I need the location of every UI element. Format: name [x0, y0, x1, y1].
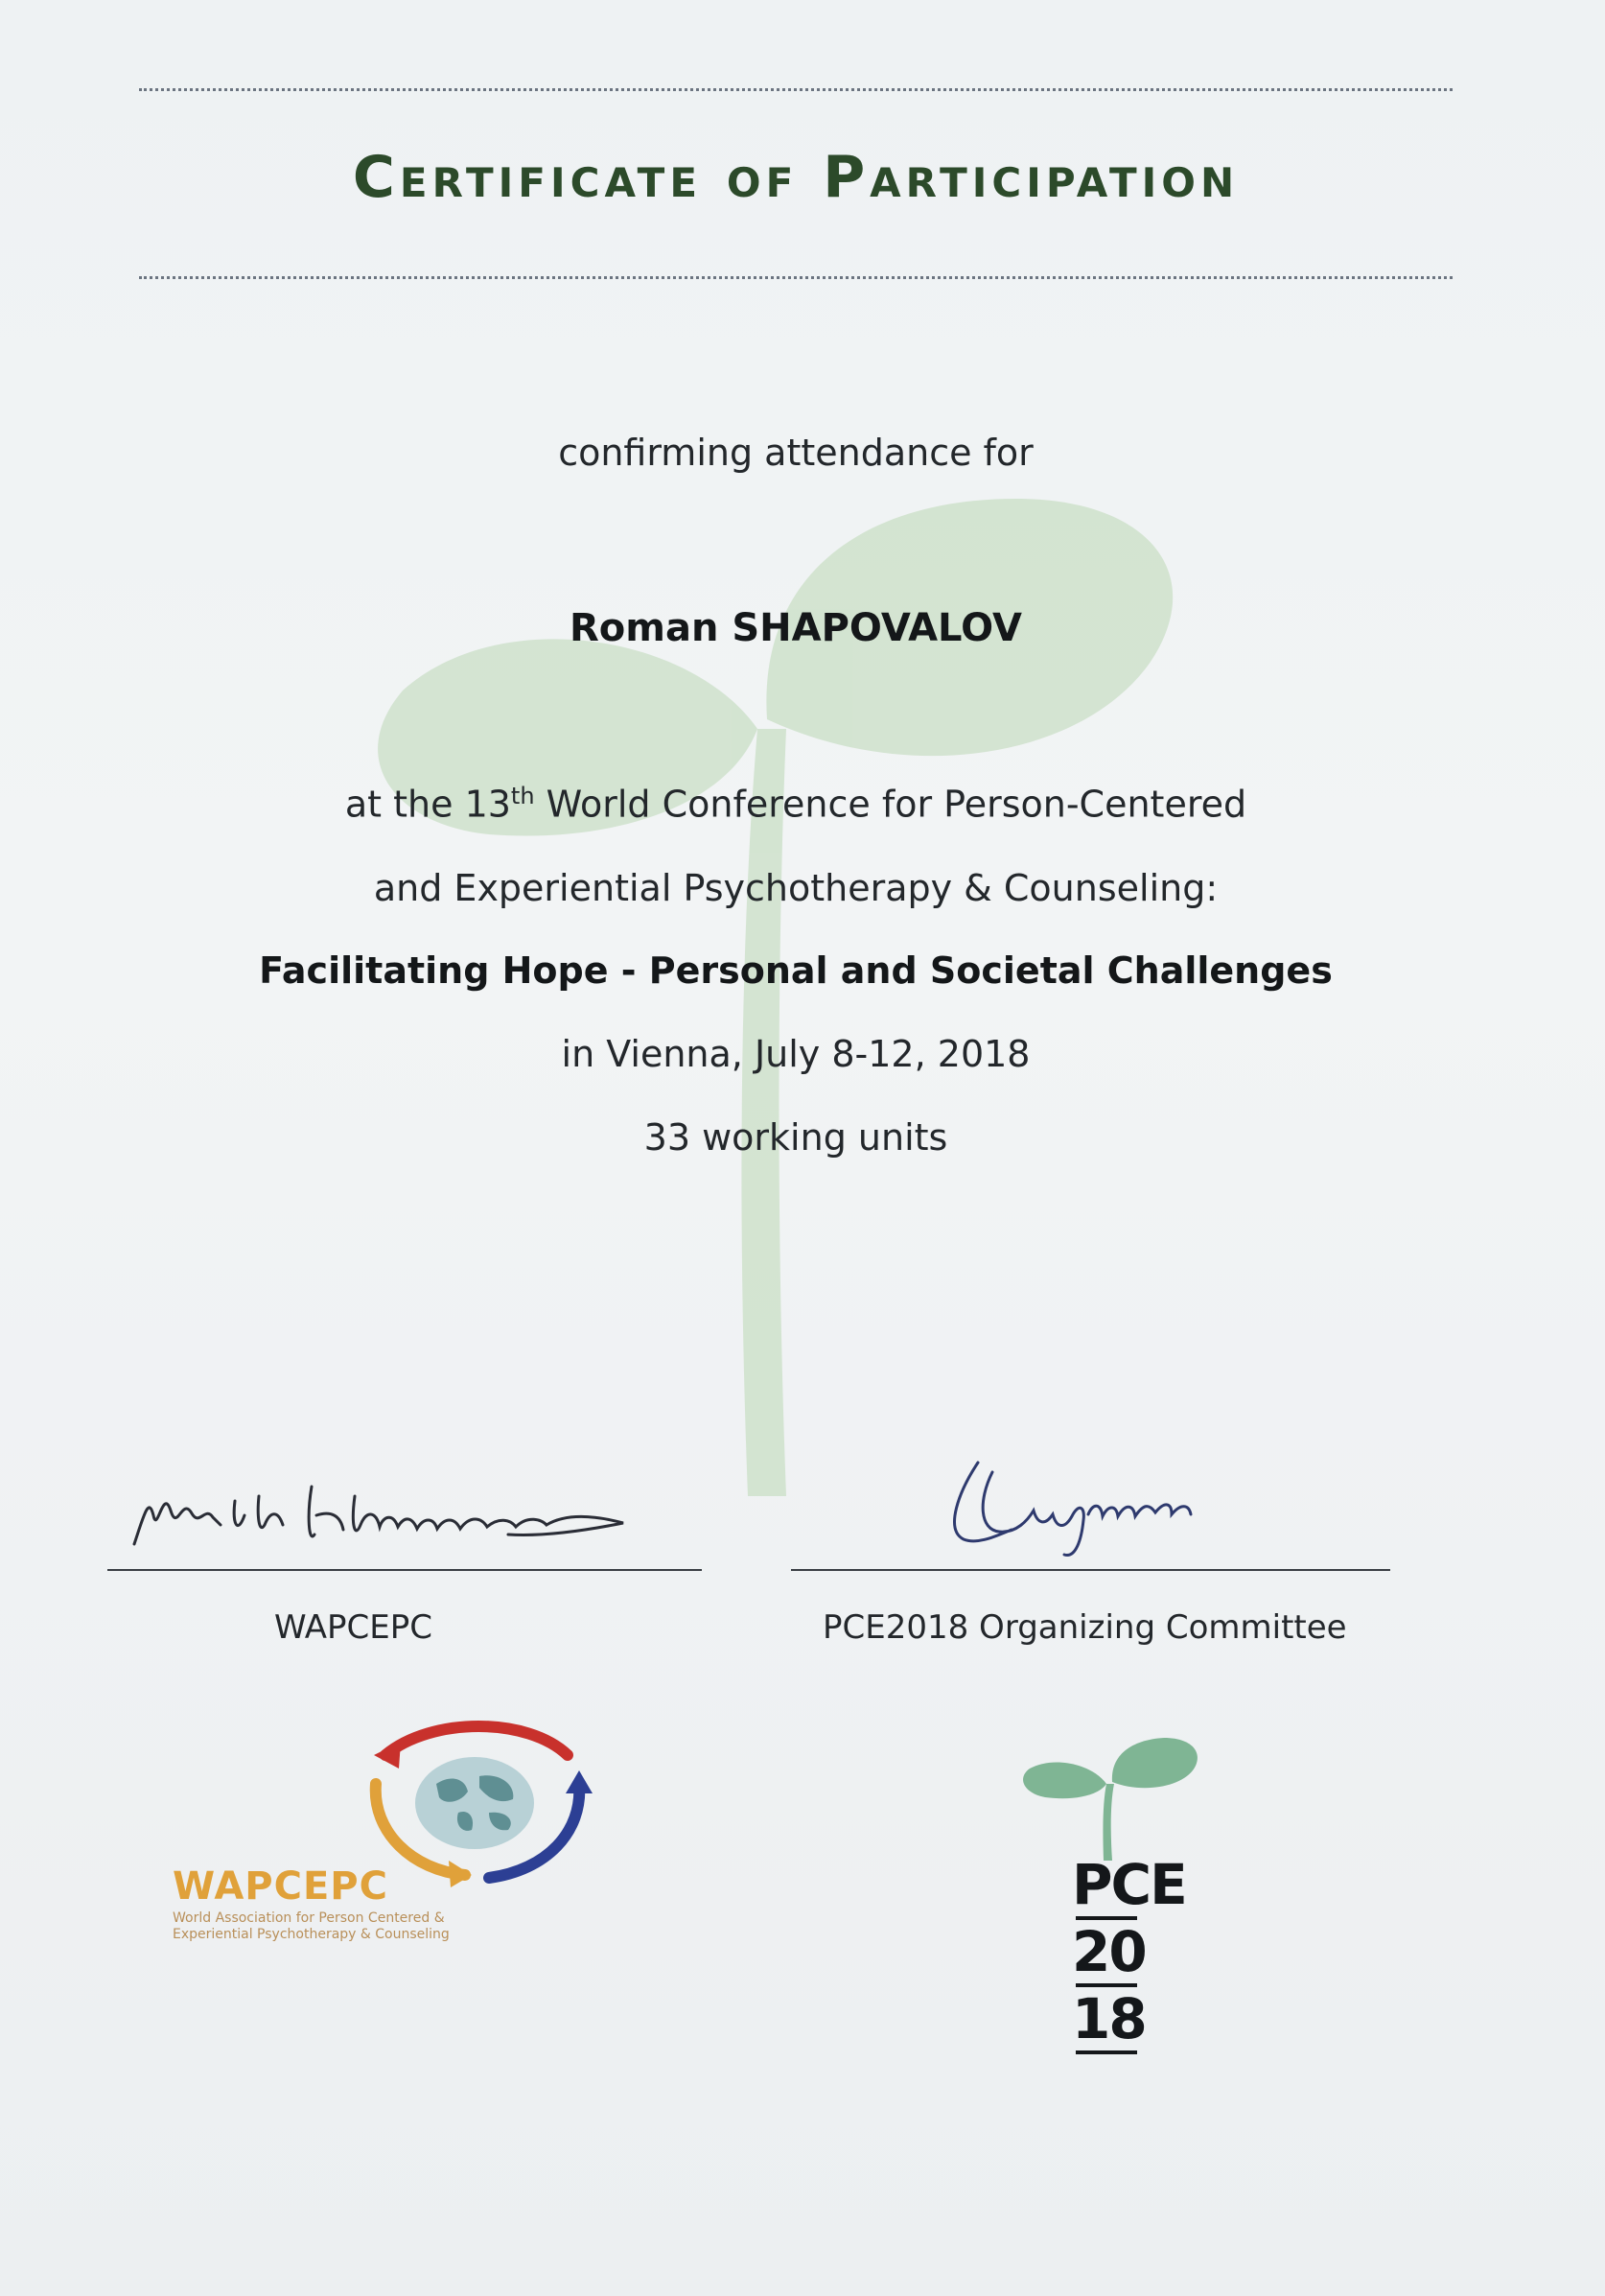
conference-line-1	[0, 783, 1592, 826]
left-signature-label: WAPCEPC	[274, 1608, 432, 1647]
location-date: in Vienna, July 8-12, 2018	[561, 1033, 1031, 1075]
right-signature-label: PCE2018 Organizing Committee	[823, 1608, 1347, 1647]
ordinal-suffix: th	[510, 783, 535, 809]
wapcepc-logo-name: WAPCEPC	[173, 1864, 388, 1909]
certificate-title: Certificate of Participation	[352, 144, 1240, 211]
pce-logo-line-1: PCE	[1072, 1852, 1186, 1917]
pce2018-sprout-icon	[1007, 1726, 1218, 1861]
wapcepc-subtitle-line-1: World Association for Person Centered &	[173, 1910, 445, 1926]
committee-signature	[920, 1443, 1237, 1568]
bottom-dotted-rule	[139, 276, 1453, 279]
wapcepc-logo-subtitle	[173, 1910, 450, 1943]
pce-logo-line-2: 20	[1072, 1919, 1146, 1984]
conference-rest: World Conference for Person-Centered	[534, 783, 1247, 826]
left-signature-line	[107, 1569, 702, 1571]
wapcepc-subtitle-line-2: Experiential Psychotherapy & Counseling	[173, 1927, 450, 1942]
wapcepc-logo-icon	[345, 1717, 604, 1889]
intro-text: confirming attendance for	[558, 432, 1034, 474]
conference-line-2: and Experiential Psychotherapy & Counseling:	[373, 867, 1219, 909]
right-signature-line	[791, 1569, 1390, 1571]
pce-logo-line-3: 18	[1072, 1986, 1146, 2051]
conference-theme: Facilitating Hope - Personal and Societal Challenges	[259, 949, 1333, 992]
top-dotted-rule	[139, 88, 1453, 91]
working-units: 33 working units	[643, 1116, 948, 1159]
pce2018-logo-text	[1072, 1852, 1186, 2054]
wapcepc-signature	[125, 1458, 719, 1563]
participant-name: Roman SHAPOVALOV	[570, 606, 1022, 650]
conference-prefix: at the 13	[344, 783, 511, 826]
